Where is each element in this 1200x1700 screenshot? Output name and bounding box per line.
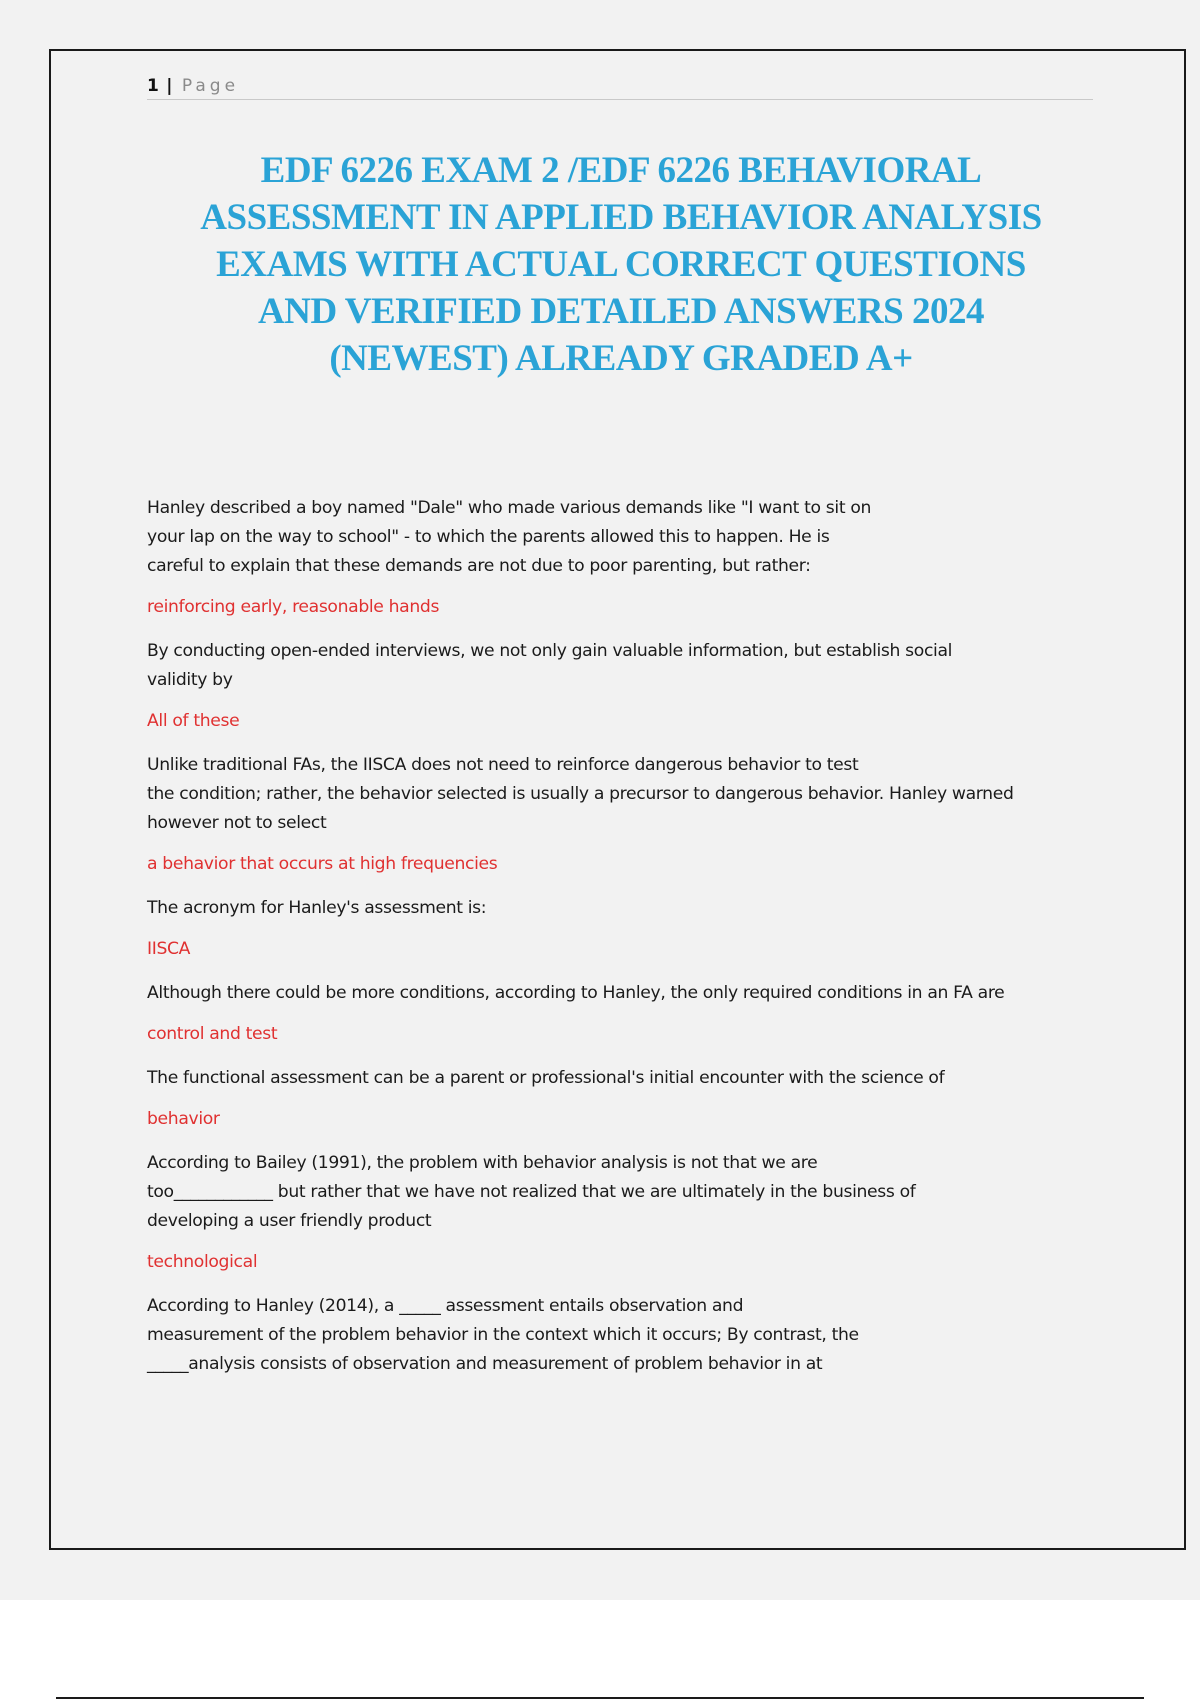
question-4 (147, 894, 1107, 923)
question-line: measurement of the problem behavior in the context which it occurs; By contrast, the (147, 1325, 859, 1345)
title-line: AND VERIFIED DETAILED ANSWERS 2024 (258, 291, 984, 332)
page-label: Page (181, 76, 240, 96)
question-8 (147, 1292, 1107, 1379)
title-line: EXAMS WITH ACTUAL CORRECT QUESTIONS (216, 244, 1026, 285)
question-7 (147, 1149, 1107, 1236)
question-line: _____analysis consists of observation and measurement of problem behavior in at (147, 1354, 823, 1374)
question-line: careful to explain that these demands are not due to poor parenting, but rather: (147, 556, 811, 576)
question-line: According to Bailey (1991), the problem with behavior analysis is not that we are (147, 1153, 818, 1173)
question-6 (147, 1064, 1107, 1093)
question-line: Hanley described a boy named "Dale" who made various demands like "I want to sit on (147, 498, 872, 518)
page-number: 1 (147, 76, 159, 96)
answer-4: IISCA (147, 939, 191, 959)
question-5 (147, 979, 1107, 1008)
page-header (147, 75, 1093, 100)
question-line: validity by (147, 670, 233, 690)
answer-3: a behavior that occurs at high frequencies (147, 854, 498, 874)
question-line: According to Hanley (2014), a _____ assessment entails observation and (147, 1296, 744, 1316)
document-title (121, 147, 1121, 382)
question-line: The functional assessment can be a parent or professional's initial encounter with the science of (147, 1068, 945, 1088)
answer-7: technological (147, 1252, 258, 1272)
title-line: EDF 6226 EXAM 2 /EDF 6226 BEHAVIORAL (260, 150, 982, 191)
question-line: The acronym for Hanley's assessment is: (147, 898, 487, 918)
question-line: the condition; rather, the behavior selected is usually a precursor to dangerous behavior. Hanley warned (147, 784, 1014, 804)
answer-1: reinforcing early, reasonable hands (147, 597, 440, 617)
question-3 (147, 751, 1107, 838)
qa-list (147, 494, 1107, 1391)
title-line: ASSESSMENT IN APPLIED BEHAVIOR ANALYSIS (200, 197, 1042, 238)
question-2 (147, 637, 1107, 695)
question-1 (147, 494, 1107, 581)
page-frame (49, 49, 1186, 1550)
answer-2: All of these (147, 711, 240, 731)
title-line: (NEWEST) ALREADY GRADED A+ (329, 338, 913, 379)
question-line: By conducting open-ended interviews, we not only gain valuable information, but establish social (147, 641, 953, 661)
question-line: Unlike traditional FAs, the IISCA does not need to reinforce dangerous behavior to test (147, 755, 859, 775)
next-page-rule (56, 1697, 1144, 1699)
question-line: your lap on the way to school" - to which the parents allowed this to happen. He is (147, 527, 830, 547)
question-line: too____________ but rather that we have not realized that we are ultimately in the business of (147, 1182, 916, 1202)
page-separator: | (166, 76, 173, 96)
question-line: however not to select (147, 813, 327, 833)
question-line: developing a user friendly product (147, 1211, 432, 1231)
answer-5: control and test (147, 1024, 278, 1044)
answer-6: behavior (147, 1109, 220, 1129)
question-line: Although there could be more conditions, according to Hanley, the only required conditions in an FA are (147, 983, 1005, 1003)
